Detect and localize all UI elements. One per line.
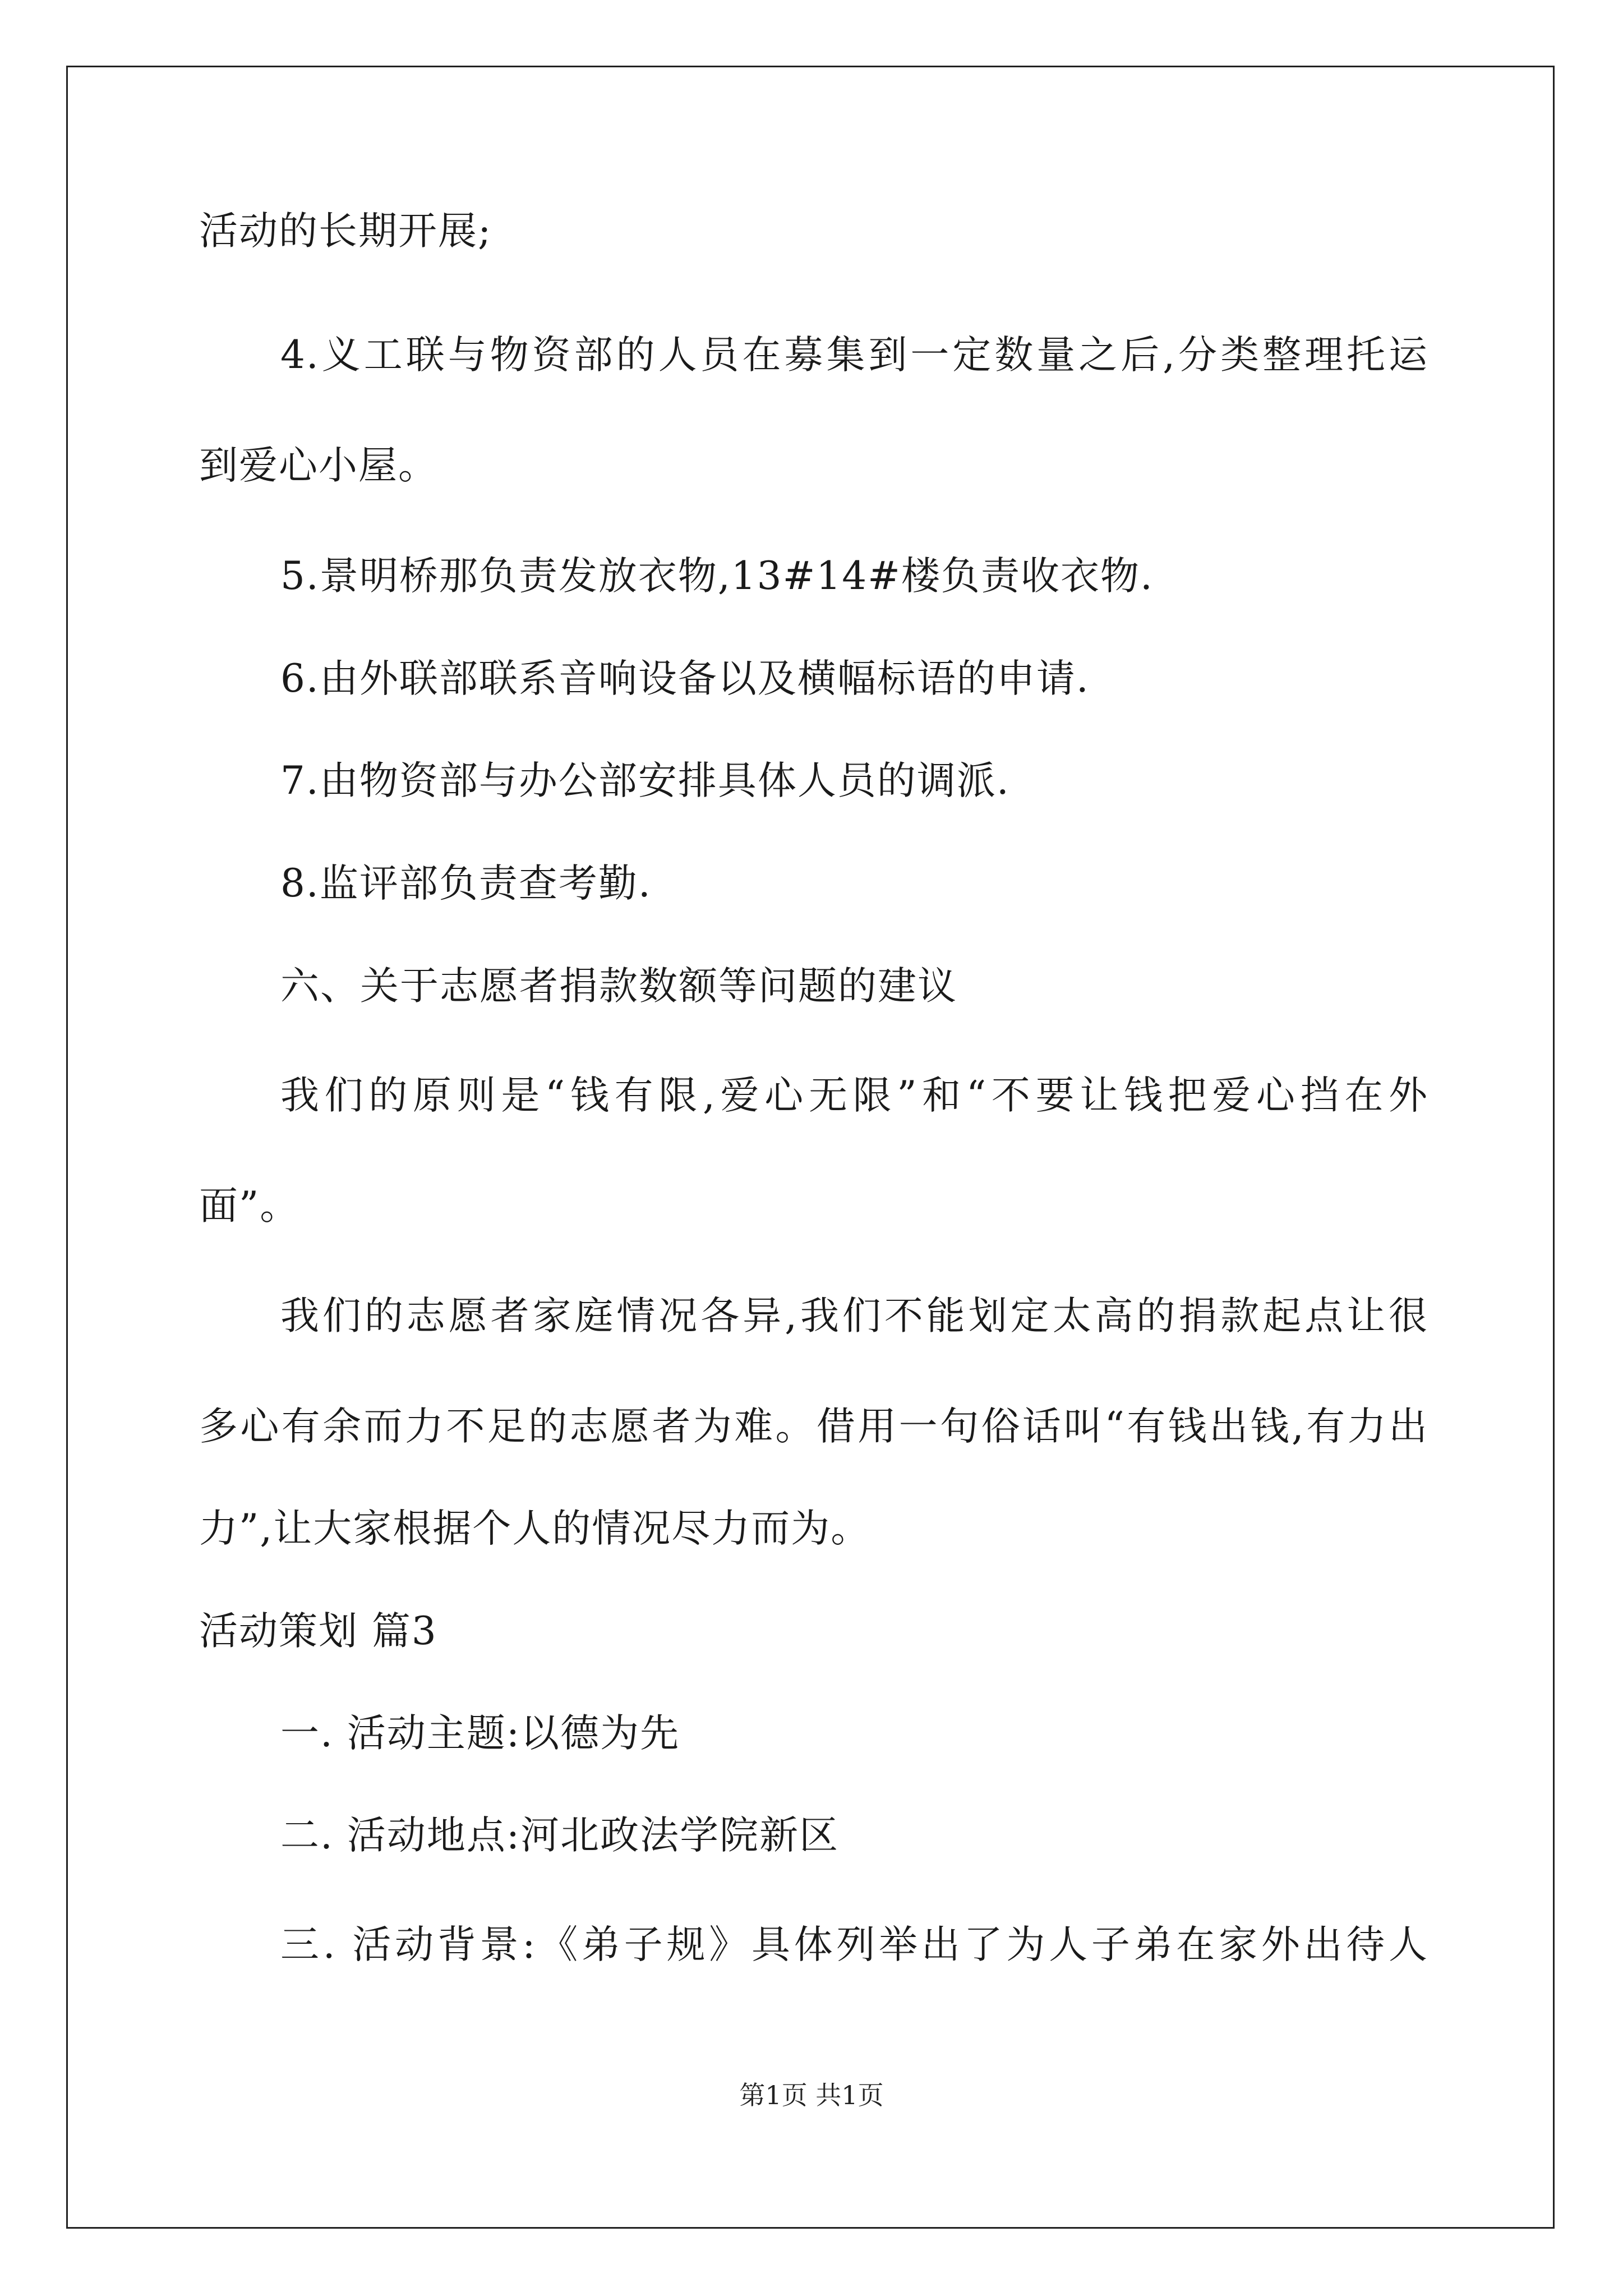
paragraph-line: 8.监评部负责查考勤.: [280, 861, 652, 906]
list-item: 一. 活动主题:以德为先: [280, 1711, 680, 1756]
paragraph-line: 4.义工联与物资部的人员在募集到一定数量之后,分类整理托运: [280, 333, 1428, 378]
paragraph-line: 力”,让大家根据个人的情况尽力而为。: [199, 1506, 871, 1551]
paragraph-line: 我们的志愿者家庭情况各异,我们不能划定太高的捐款起点让很: [280, 1294, 1428, 1338]
list-item: 三. 活动背景:《弟子规》具体列举出了为人子弟在家外出待人: [280, 1922, 1428, 1967]
paragraph-line: 活动的长期开展;: [199, 209, 492, 254]
section-title: 活动策划 篇3: [199, 1609, 437, 1654]
page-footer: 第1页 共1页: [739, 2080, 884, 2110]
paragraph-line: 面”。: [199, 1184, 300, 1228]
paragraph-line: 到爱心小屋。: [199, 443, 438, 488]
paragraph-line: 7.由物资部与办公部安排具体人员的调派.: [280, 758, 1010, 803]
document-body: [199, 0, 1433, 2132]
paragraph-line: 6.由外联部联系音响设备以及横幅标语的申请.: [280, 656, 1090, 701]
list-item: 二. 活动地点:河北政法学院新区: [280, 1813, 840, 1858]
section-heading: 六、关于志愿者捐款数额等问题的建议: [280, 964, 957, 1009]
paragraph-line: 我们的原则是“钱有限,爱心无限”和“不要让钱把爱心挡在外: [280, 1073, 1428, 1118]
paragraph-line: 多心有余而力不足的志愿者为难。借用一句俗话叫“有钱出钱,有力出: [199, 1404, 1428, 1449]
paragraph-line: 5.景明桥那负责发放衣物,13#14#楼负责收衣物.: [280, 554, 1154, 599]
